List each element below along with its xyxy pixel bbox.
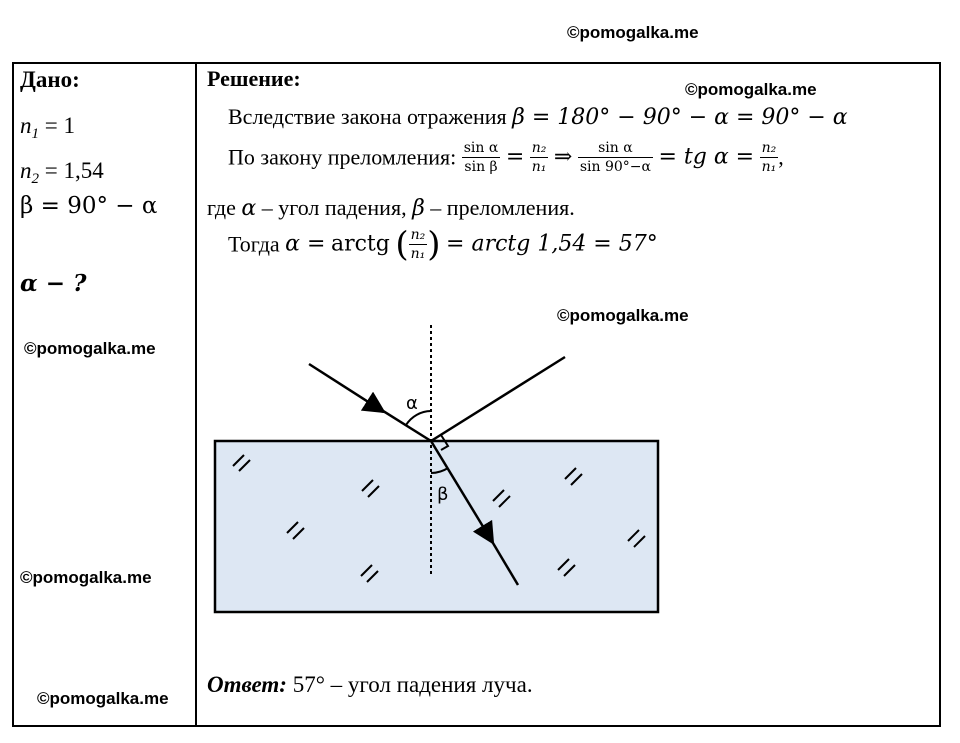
n1-value: = 1: [44, 113, 75, 138]
tg-alpha-equals: = tg α =: [658, 144, 755, 170]
line1-text: Вследствие закона отражения: [228, 104, 507, 129]
fraction-n2-over-n1: $\frac{\text{n₂}}{\text{n₁}}$: [761, 140, 777, 176]
watermark: ©pomogalka.me: [567, 23, 699, 42]
solution-line-3: где α – угол падения, β – преломления.: [207, 195, 575, 221]
n1-symbol: n: [20, 113, 32, 138]
fraction-n2-over-n1: $\frac{\text{n₂}}{\text{n₁}}$: [410, 227, 426, 263]
reflected-ray: [431, 357, 565, 441]
given-beta-relation: β = 90° − α: [20, 193, 158, 219]
watermark: ©pomogalka.me: [24, 339, 156, 358]
solution-line-2: По закону преломления: $\frac{\text{sin α}}{\text{sin β}}$ = $\frac{\text{n₂}}{\text{n₁}}$ ⇒ $\frac{\text{sin α}}{\sin 90^\circ-\alpha}$ = tg α = $\frac{\text{n₂}}{\text{n₁}}$ ,: [228, 140, 784, 176]
watermark: ©pomogalka.me: [20, 568, 152, 587]
n1-index: 1: [31, 126, 39, 142]
given-heading: Дано:: [20, 67, 80, 92]
answer-label: Ответ:: [207, 672, 287, 697]
given-find: α − ?: [20, 270, 87, 297]
answer-text: 57° – угол падения луча.: [292, 672, 533, 697]
watermark: ©pomogalka.me: [685, 80, 817, 99]
incident-ray: [309, 364, 384, 412]
alpha-label: α: [406, 393, 418, 414]
line2-text: По закону преломления:: [228, 144, 457, 170]
watermark: ©pomogalka.me: [37, 689, 169, 708]
n2-symbol: n: [20, 158, 32, 183]
watermark: ©pomogalka.me: [557, 306, 689, 325]
n2-value: = 1,54: [44, 158, 104, 183]
fraction-n2-over-n1: $\frac{\text{n₂}}{\text{n₁}}$: [531, 140, 547, 176]
solution-heading: Решение:: [207, 66, 301, 91]
line1-formula: β = 180° − 90° − α = 90° − α: [512, 105, 848, 130]
fraction-sin-alpha-over-sin-beta: $\frac{\text{sin α}}{\text{sin β}}$: [463, 140, 499, 176]
solution-line-4: Тогда α = arctg ( $\frac{\text{n₂}}{\text{n₁}}$ ) = arctg 1,54 = 57°: [228, 224, 658, 265]
answer-line: [207, 672, 533, 698]
n2-index: 2: [31, 171, 39, 187]
fraction-sin-alpha-over-sin-90-minus-alpha: $\frac{\text{sin α}}{\sin 90^\circ-\alpha}$: [579, 140, 651, 176]
equals: =: [505, 144, 525, 170]
implies-arrow: ⇒: [553, 144, 573, 170]
glass-slab: [215, 441, 658, 612]
beta-label: β: [437, 484, 449, 505]
